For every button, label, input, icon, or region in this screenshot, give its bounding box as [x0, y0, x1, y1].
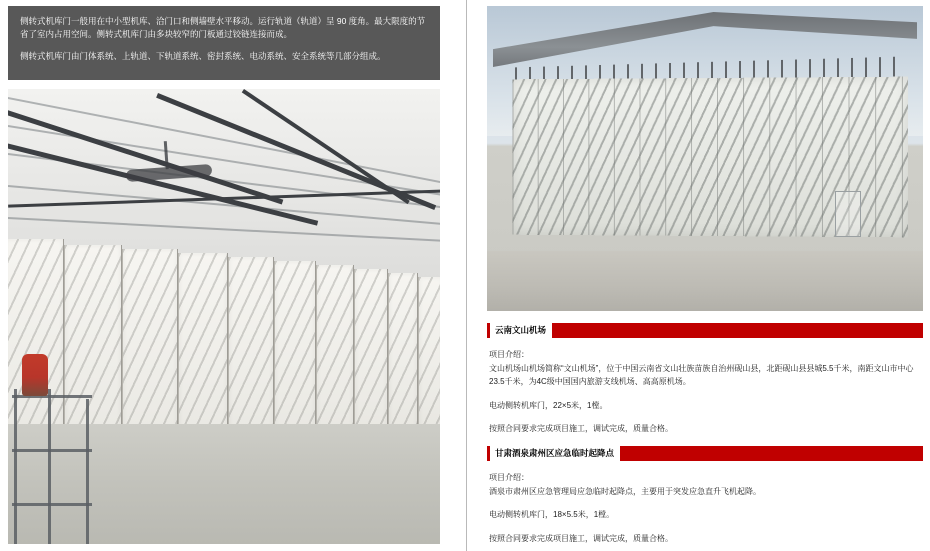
- section-2-line-4: 按照合同要求完成项目施工，调试完成，质量合格。: [489, 533, 673, 543]
- section-2-line-1: 项目介绍：: [489, 472, 529, 482]
- section-1-title: 云南文山机场: [490, 323, 552, 337]
- section-2-header-bar: [661, 446, 923, 461]
- left-column: [8, 6, 440, 544]
- hangar-exterior-photo: [487, 6, 923, 311]
- section-1-header: [487, 323, 661, 338]
- section-2-line-2: 酒泉市肃州区应急管理局应急临时起降点，主要用于突发应急直升飞机起降。: [489, 486, 761, 496]
- worker-figure: [22, 354, 48, 396]
- right-column: [487, 6, 923, 546]
- section-2-line-3: 电动侧转机库门，18×5.5米，1樘。: [489, 510, 615, 520]
- scaffold-post: [86, 399, 89, 544]
- project-section-2: [487, 446, 923, 545]
- section-2-title: 甘肃酒泉肃州区应急临时起降点: [490, 446, 620, 460]
- section-1-line-1: 项目介绍：: [489, 350, 529, 359]
- intro-paragraph-1: 侧转式机库门一般用在中小型机库、洽门口和侧墙壁水平移动。运行轨道（轨道）呈 90 度角。最大限度的节省了室内占用空间。侧转式机库门由多块较窄的门板通过铰链连接而成。: [20, 16, 426, 40]
- intro-text-box: [8, 6, 440, 80]
- scaffold-post: [48, 389, 51, 544]
- scaffold-post: [14, 389, 17, 544]
- scaffold-rail: [12, 503, 92, 506]
- hangar-floor: [8, 424, 440, 544]
- section-1-body: [487, 338, 923, 436]
- section-2-header: [487, 446, 661, 461]
- section-1-line-4: 按照合同要求完成项目施工，调试完成，质量合格。: [489, 424, 673, 434]
- project-section-1: [487, 323, 923, 436]
- exterior-scene: [487, 6, 923, 311]
- section-1-header-bar: [661, 323, 923, 338]
- personnel-door: [835, 191, 861, 237]
- interior-scene: [8, 89, 440, 544]
- scaffold-rail: [12, 449, 92, 452]
- intro-paragraph-2: 侧转式机库门由门体系统、上轨道、下轨道系统、密封系统、电动系统、安全系统等几部分组成。: [20, 51, 386, 62]
- section-1-line-3: 电动侧转机库门，22×5米，1樘。: [489, 400, 608, 410]
- hangar-interior-photo: [8, 89, 440, 544]
- column-divider: [466, 0, 467, 551]
- section-1-line-2: 文山机场山机场简称“文山机场”，位于中国云南省文山壮族苗族自治州砚山县，北距砚山县县城5.5千米，南距文山市中心23.5千米，为4C级中国国内旅游支线机场、高高原机场。: [489, 363, 914, 387]
- section-2-body: [487, 461, 923, 545]
- apron-ground: [487, 251, 923, 311]
